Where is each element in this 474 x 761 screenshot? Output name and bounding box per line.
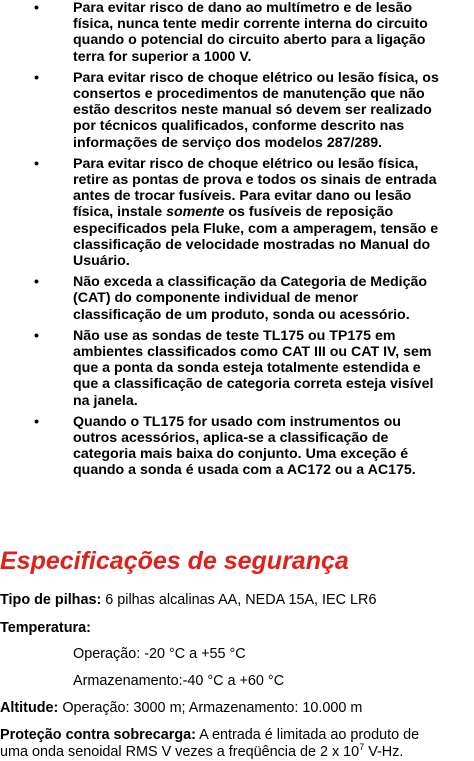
battery-value: 6 pilhas alcalinas AA, NEDA 15A, IEC LR6 <box>101 592 377 608</box>
storage-temperature: Armazenamento:-40 °C a +60 °C <box>73 673 285 689</box>
warning-text-part: Não exceda a classificação da Categoria de Medição (CAT) do componente individual de menor classificação de um produto, sonda ou acessório. <box>73 274 428 323</box>
warning-text-part: Quando o TL175 for usado com instrumentos ou outros acessórios, aplica-se a classificação de categoria mais baixa do conjunto. Uma exceção é quando a sonda é usada com a AC172 ou a AC175. <box>73 413 416 479</box>
warning-item <box>0 0 474 65</box>
warning-text <box>73 156 438 269</box>
warning-text <box>73 0 428 65</box>
warning-item <box>0 70 474 151</box>
warning-text <box>73 328 433 409</box>
warning-text <box>73 414 416 479</box>
overload-exponent: 7 <box>359 742 365 753</box>
warning-text <box>73 274 427 322</box>
warning-item <box>0 414 474 479</box>
warning-text-part: Para evitar risco de choque elétrico ou lesão física, retire as pontas de prova e todos os sinais de entrada antes de trocar fusíveis. Para evitar dano ou lesão física, instale <box>73 155 437 221</box>
bullet-icon: • <box>34 327 39 344</box>
warning-text-part: os fusíveis de reposição especificados pela Fluke, com a amperagem, tensão e classificação de velocidade mostradas no Manual do Usuário. <box>73 204 439 270</box>
emphasis-text: somente <box>166 204 225 221</box>
altitude-spec <box>0 700 362 717</box>
bullet-icon: • <box>34 155 39 172</box>
warning-item <box>0 156 474 269</box>
battery-spec <box>0 592 376 609</box>
warning-text-part: Para evitar risco de choque elétrico ou lesão física, os consertos e procedimentos de manutenção que não estão descritos neste manual só devem ser realizado por técnicos qualificados, conforme descrito nas informações de serviço dos modelos 287/289. <box>73 69 439 151</box>
overload-spec-continued <box>0 744 403 761</box>
altitude-value: Operação: 3000 m; Armazenamento: 10.000 m <box>58 700 363 716</box>
bullet-icon: • <box>34 413 39 430</box>
warning-text <box>73 70 439 151</box>
section-heading: Especificações de segurança <box>0 547 349 575</box>
temperature-label: Temperatura: <box>0 620 91 636</box>
bullet-icon: • <box>34 0 39 16</box>
warning-text-part: Não use as sondas de teste TL175 ou TP175 em ambientes classificados como CAT III ou CAT IV, sem que a ponta da sonda esteja totalmente estendida e que a classificação de categoria correta esteja visível na janela. <box>73 327 434 409</box>
altitude-label: Altitude: <box>0 700 59 716</box>
overload-value: A entrada é limitada ao produto de <box>195 727 420 743</box>
overload-unit: V-Hz. <box>364 744 404 760</box>
overload-spec <box>0 727 419 744</box>
overload-label: Proteção contra sobrecarga: <box>0 727 196 743</box>
warning-item <box>0 274 474 323</box>
warning-item <box>0 328 474 409</box>
bullet-icon: • <box>34 69 39 86</box>
bullet-icon: • <box>34 274 39 291</box>
warning-text-part: Para evitar risco de dano ao multímetro e de lesão física, nunca tente medir corrente interna do circuito quando o potencial do circuito aberto para a ligação terra for superior a 1000 V. <box>73 0 428 65</box>
overload-value-2: uma onda senoidal RMS V vezes a freqüência de 2 x 10 <box>0 744 360 760</box>
battery-label: Tipo de pilhas: <box>0 592 102 608</box>
operation-temperature: Operação: -20 °C a +55 °C <box>73 646 246 662</box>
